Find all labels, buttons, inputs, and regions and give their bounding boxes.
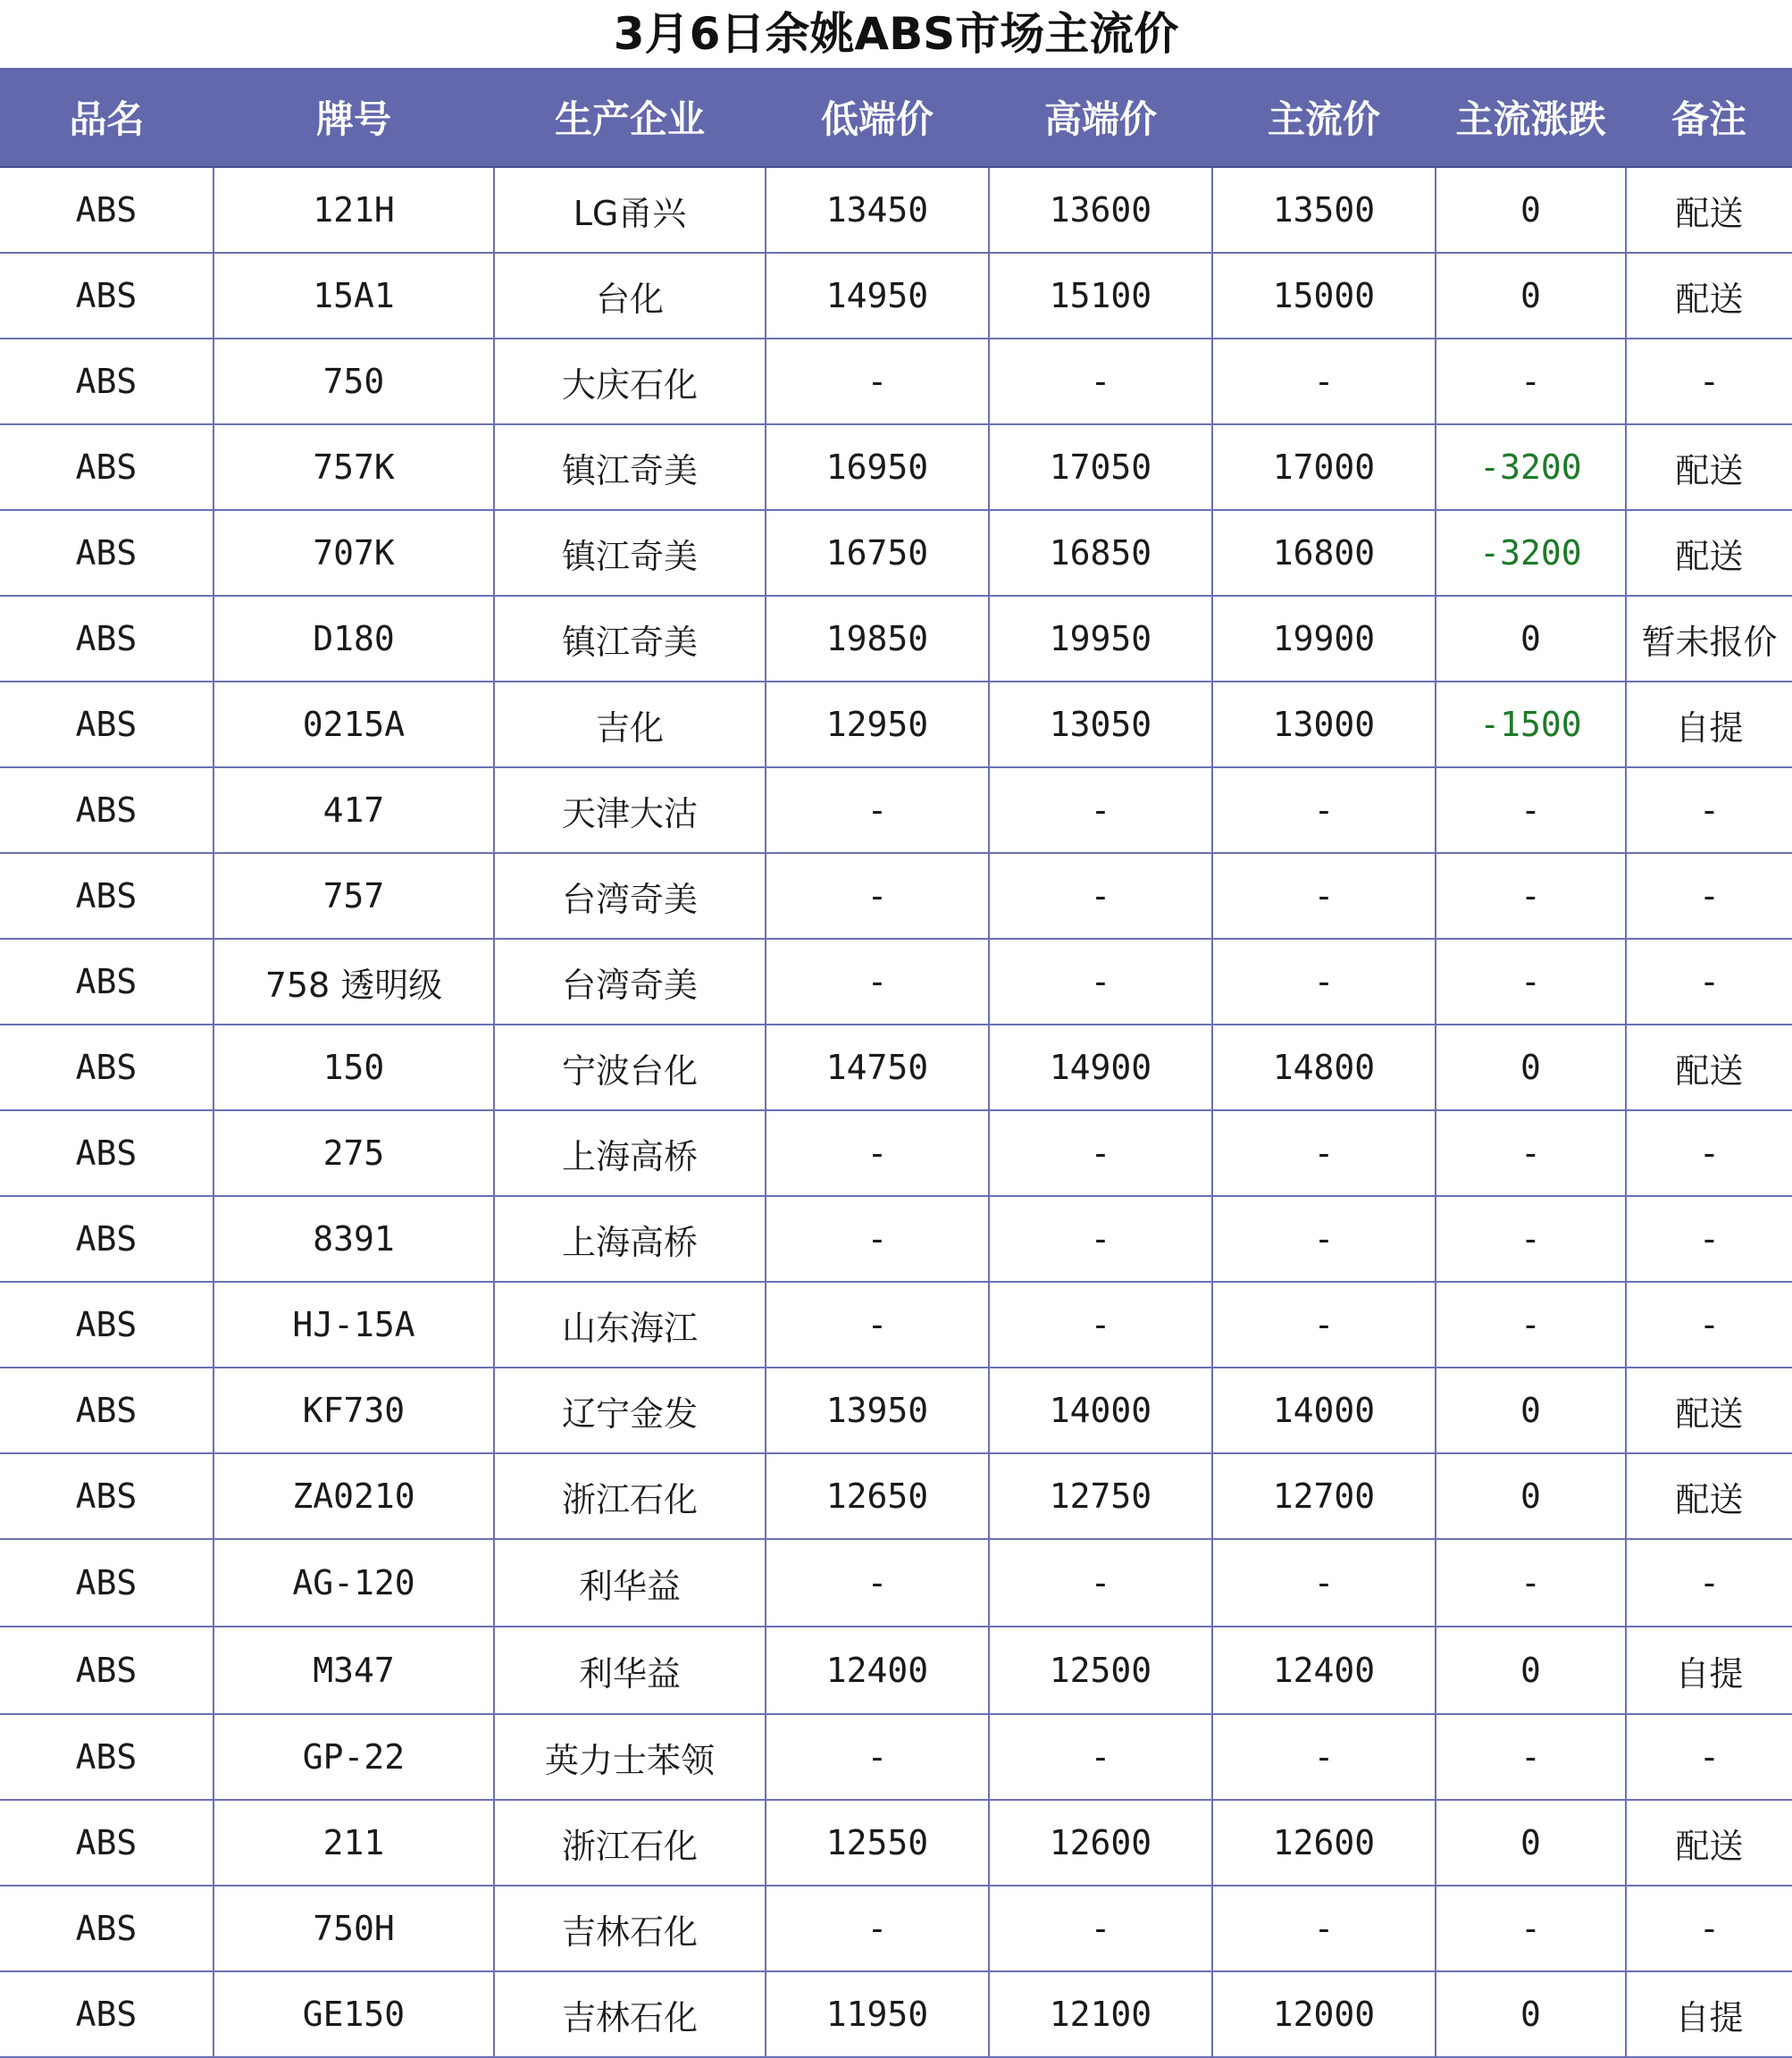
cell-mainstream-change: 0 xyxy=(1436,1800,1626,1886)
cell-remark: - xyxy=(1626,853,1792,939)
cell-high-price: 12750 xyxy=(989,1453,1212,1539)
cell-product-name: ABS xyxy=(0,682,214,767)
cell-grade: 750 xyxy=(214,339,494,424)
cell-product-name: ABS xyxy=(0,1886,214,1971)
cell-low-price: - xyxy=(766,1714,989,1800)
cell-grade: 757 xyxy=(214,853,494,939)
table-header-row xyxy=(0,68,1792,167)
cell-remark: 自提 xyxy=(1626,1971,1792,2057)
cell-mainstream-price: 12400 xyxy=(1212,1627,1436,1714)
cell-manufacturer: 宁波台化 xyxy=(494,1025,766,1110)
cell-low-price: - xyxy=(766,767,989,853)
table-row xyxy=(0,1368,1792,1453)
cell-product-name: ABS xyxy=(0,939,214,1025)
cell-low-price: 11950 xyxy=(766,1971,989,2057)
cell-low-price: - xyxy=(766,1539,989,1627)
cell-grade: GP-22 xyxy=(214,1714,494,1800)
cell-manufacturer: 浙江石化 xyxy=(494,1800,766,1886)
cell-mainstream-price: - xyxy=(1212,767,1436,853)
table-body xyxy=(0,167,1792,2057)
cell-low-price: 14950 xyxy=(766,253,989,339)
header-mainstream-price: 主流价 xyxy=(1212,68,1436,167)
cell-mainstream-change: 0 xyxy=(1436,1627,1626,1714)
cell-mainstream-change: 0 xyxy=(1436,167,1626,253)
cell-grade: 211 xyxy=(214,1800,494,1886)
page-title: 3月6日余姚ABS市场主流价 xyxy=(613,8,1179,60)
cell-manufacturer: 辽宁金发 xyxy=(494,1368,766,1453)
cell-low-price: - xyxy=(766,853,989,939)
price-table xyxy=(0,68,1792,2058)
cell-manufacturer: 英力士苯领 xyxy=(494,1714,766,1800)
cell-manufacturer: 浙江石化 xyxy=(494,1453,766,1539)
cell-high-price: 16850 xyxy=(989,510,1212,596)
table-row xyxy=(0,853,1792,939)
table-row xyxy=(0,1539,1792,1627)
header-mainstream-change: 主流涨跌 xyxy=(1436,68,1626,167)
cell-high-price: 17050 xyxy=(989,424,1212,510)
cell-grade: 758 透明级 xyxy=(214,939,494,1025)
cell-mainstream-price: 19900 xyxy=(1212,596,1436,682)
cell-high-price: 13050 xyxy=(989,682,1212,767)
table-row xyxy=(0,1282,1792,1368)
cell-mainstream-price: - xyxy=(1212,339,1436,424)
cell-grade: 8391 xyxy=(214,1196,494,1282)
cell-high-price: 12100 xyxy=(989,1971,1212,2057)
cell-grade: 15A1 xyxy=(214,253,494,339)
cell-mainstream-change: - xyxy=(1436,853,1626,939)
cell-mainstream-price: 17000 xyxy=(1212,424,1436,510)
cell-manufacturer: 山东海江 xyxy=(494,1282,766,1368)
cell-product-name: ABS xyxy=(0,1196,214,1282)
cell-remark: 配送 xyxy=(1626,424,1792,510)
cell-mainstream-change: - xyxy=(1436,767,1626,853)
cell-grade: 707K xyxy=(214,510,494,596)
cell-low-price: - xyxy=(766,1282,989,1368)
header-manufacturer: 生产企业 xyxy=(494,68,766,167)
cell-remark: 配送 xyxy=(1626,1453,1792,1539)
cell-product-name: ABS xyxy=(0,167,214,253)
cell-low-price: - xyxy=(766,1196,989,1282)
cell-mainstream-price: - xyxy=(1212,1714,1436,1800)
cell-manufacturer: 镇江奇美 xyxy=(494,424,766,510)
cell-mainstream-change: - xyxy=(1436,1110,1626,1196)
cell-remark: - xyxy=(1626,1110,1792,1196)
cell-manufacturer: 台化 xyxy=(494,253,766,339)
cell-high-price: 14900 xyxy=(989,1025,1212,1110)
cell-mainstream-change: 0 xyxy=(1436,1453,1626,1539)
table-row xyxy=(0,1196,1792,1282)
cell-grade: 121H xyxy=(214,167,494,253)
cell-manufacturer: 利华益 xyxy=(494,1627,766,1714)
cell-manufacturer: 大庆石化 xyxy=(494,339,766,424)
table-row xyxy=(0,1714,1792,1800)
cell-product-name: ABS xyxy=(0,1025,214,1110)
cell-product-name: ABS xyxy=(0,853,214,939)
cell-high-price: - xyxy=(989,1886,1212,1971)
cell-remark: - xyxy=(1626,1196,1792,1282)
cell-mainstream-price: 14800 xyxy=(1212,1025,1436,1110)
cell-high-price: 12600 xyxy=(989,1800,1212,1886)
table-row xyxy=(0,1971,1792,2057)
table-row xyxy=(0,1110,1792,1196)
cell-grade: KF730 xyxy=(214,1368,494,1453)
cell-remark: - xyxy=(1626,1714,1792,1800)
cell-low-price: 12400 xyxy=(766,1627,989,1714)
cell-high-price: - xyxy=(989,339,1212,424)
cell-product-name: ABS xyxy=(0,1971,214,2057)
cell-high-price: 12500 xyxy=(989,1627,1212,1714)
cell-manufacturer: LG甬兴 xyxy=(494,167,766,253)
cell-mainstream-change: - xyxy=(1436,1539,1626,1627)
cell-mainstream-price: 12600 xyxy=(1212,1800,1436,1886)
cell-manufacturer: 台湾奇美 xyxy=(494,853,766,939)
cell-low-price: 12950 xyxy=(766,682,989,767)
table-row xyxy=(0,1627,1792,1714)
cell-product-name: ABS xyxy=(0,253,214,339)
cell-grade: 750H xyxy=(214,1886,494,1971)
cell-mainstream-change: 0 xyxy=(1436,1971,1626,2057)
cell-product-name: ABS xyxy=(0,1627,214,1714)
cell-grade: M347 xyxy=(214,1627,494,1714)
table-row xyxy=(0,510,1792,596)
cell-mainstream-change: - xyxy=(1436,339,1626,424)
table-row xyxy=(0,253,1792,339)
cell-mainstream-change: - xyxy=(1436,939,1626,1025)
cell-mainstream-price: 14000 xyxy=(1212,1368,1436,1453)
cell-mainstream-change: 0 xyxy=(1436,1025,1626,1110)
cell-manufacturer: 利华益 xyxy=(494,1539,766,1627)
cell-mainstream-change: -3200 xyxy=(1436,424,1626,510)
cell-grade: ZA0210 xyxy=(214,1453,494,1539)
header-high-price: 高端价 xyxy=(989,68,1212,167)
cell-grade: 417 xyxy=(214,767,494,853)
cell-mainstream-price: 13500 xyxy=(1212,167,1436,253)
cell-high-price: - xyxy=(989,1539,1212,1627)
cell-low-price: - xyxy=(766,339,989,424)
table-row xyxy=(0,1453,1792,1539)
cell-grade: GE150 xyxy=(214,1971,494,2057)
cell-remark: - xyxy=(1626,767,1792,853)
cell-manufacturer: 上海高桥 xyxy=(494,1110,766,1196)
cell-grade: D180 xyxy=(214,596,494,682)
cell-grade: HJ-15A xyxy=(214,1282,494,1368)
cell-manufacturer: 吉林石化 xyxy=(494,1886,766,1971)
cell-high-price: - xyxy=(989,1714,1212,1800)
header-low-price: 低端价 xyxy=(766,68,989,167)
cell-mainstream-price: - xyxy=(1212,1196,1436,1282)
cell-product-name: ABS xyxy=(0,1282,214,1368)
cell-remark: 配送 xyxy=(1626,510,1792,596)
cell-mainstream-price: 12000 xyxy=(1212,1971,1436,2057)
cell-product-name: ABS xyxy=(0,510,214,596)
cell-high-price: 14000 xyxy=(989,1368,1212,1453)
cell-low-price: - xyxy=(766,939,989,1025)
cell-low-price: 13950 xyxy=(766,1368,989,1453)
cell-high-price: - xyxy=(989,939,1212,1025)
cell-mainstream-change: - xyxy=(1436,1282,1626,1368)
cell-remark: 自提 xyxy=(1626,682,1792,767)
cell-remark: - xyxy=(1626,339,1792,424)
cell-mainstream-price: - xyxy=(1212,853,1436,939)
cell-manufacturer: 镇江奇美 xyxy=(494,596,766,682)
cell-low-price: 12650 xyxy=(766,1453,989,1539)
cell-manufacturer: 天津大沽 xyxy=(494,767,766,853)
table-row xyxy=(0,339,1792,424)
table-row xyxy=(0,596,1792,682)
cell-manufacturer: 吉化 xyxy=(494,682,766,767)
cell-remark: - xyxy=(1626,939,1792,1025)
cell-manufacturer: 吉林石化 xyxy=(494,1971,766,2057)
cell-product-name: ABS xyxy=(0,1110,214,1196)
cell-remark: 自提 xyxy=(1626,1627,1792,1714)
cell-manufacturer: 上海高桥 xyxy=(494,1196,766,1282)
cell-product-name: ABS xyxy=(0,339,214,424)
cell-mainstream-change: -3200 xyxy=(1436,510,1626,596)
cell-grade: 0215A xyxy=(214,682,494,767)
cell-high-price: 19950 xyxy=(989,596,1212,682)
cell-mainstream-price: - xyxy=(1212,1282,1436,1368)
cell-remark: - xyxy=(1626,1539,1792,1627)
cell-mainstream-change: 0 xyxy=(1436,1368,1626,1453)
header-grade: 牌号 xyxy=(214,68,494,167)
cell-mainstream-change: - xyxy=(1436,1886,1626,1971)
table-row xyxy=(0,939,1792,1025)
table-row xyxy=(0,424,1792,510)
cell-mainstream-price: 13000 xyxy=(1212,682,1436,767)
cell-mainstream-price: - xyxy=(1212,1886,1436,1971)
header-remark: 备注 xyxy=(1626,68,1792,167)
cell-low-price: - xyxy=(766,1110,989,1196)
cell-high-price: - xyxy=(989,853,1212,939)
cell-low-price: 14750 xyxy=(766,1025,989,1110)
cell-remark: - xyxy=(1626,1886,1792,1971)
cell-high-price: 13600 xyxy=(989,167,1212,253)
cell-remark: 配送 xyxy=(1626,1025,1792,1110)
cell-mainstream-change: -1500 xyxy=(1436,682,1626,767)
header-product-name: 品名 xyxy=(0,68,214,167)
cell-product-name: ABS xyxy=(0,424,214,510)
cell-high-price: - xyxy=(989,1196,1212,1282)
cell-mainstream-change: - xyxy=(1436,1196,1626,1282)
cell-mainstream-price: 15000 xyxy=(1212,253,1436,339)
cell-mainstream-change: 0 xyxy=(1436,596,1626,682)
cell-remark: - xyxy=(1626,1282,1792,1368)
cell-product-name: ABS xyxy=(0,1800,214,1886)
cell-low-price: 13450 xyxy=(766,167,989,253)
cell-grade: 150 xyxy=(214,1025,494,1110)
cell-manufacturer: 镇江奇美 xyxy=(494,510,766,596)
table-row xyxy=(0,682,1792,767)
table-row xyxy=(0,767,1792,853)
cell-low-price: 12550 xyxy=(766,1800,989,1886)
cell-grade: 275 xyxy=(214,1110,494,1196)
table-row xyxy=(0,1025,1792,1110)
cell-product-name: ABS xyxy=(0,1368,214,1453)
cell-mainstream-change: 0 xyxy=(1436,253,1626,339)
cell-high-price: - xyxy=(989,767,1212,853)
cell-manufacturer: 台湾奇美 xyxy=(494,939,766,1025)
cell-high-price: - xyxy=(989,1110,1212,1196)
cell-product-name: ABS xyxy=(0,1453,214,1539)
cell-remark: 暂未报价 xyxy=(1626,596,1792,682)
cell-product-name: ABS xyxy=(0,1714,214,1800)
cell-grade: 757K xyxy=(214,424,494,510)
table-row xyxy=(0,1886,1792,1971)
cell-remark: 配送 xyxy=(1626,253,1792,339)
cell-low-price: 16950 xyxy=(766,424,989,510)
cell-remark: 配送 xyxy=(1626,1800,1792,1886)
cell-remark: 配送 xyxy=(1626,1368,1792,1453)
cell-mainstream-price: - xyxy=(1212,1110,1436,1196)
cell-high-price: 15100 xyxy=(989,253,1212,339)
cell-high-price: - xyxy=(989,1282,1212,1368)
cell-product-name: ABS xyxy=(0,767,214,853)
cell-mainstream-price: 16800 xyxy=(1212,510,1436,596)
cell-product-name: ABS xyxy=(0,596,214,682)
cell-mainstream-price: - xyxy=(1212,1539,1436,1627)
cell-mainstream-price: - xyxy=(1212,939,1436,1025)
cell-low-price: 16750 xyxy=(766,510,989,596)
cell-mainstream-change: - xyxy=(1436,1714,1626,1800)
cell-low-price: - xyxy=(766,1886,989,1971)
cell-low-price: 19850 xyxy=(766,596,989,682)
cell-remark: 配送 xyxy=(1626,167,1792,253)
cell-grade: AG-120 xyxy=(214,1539,494,1627)
table-row xyxy=(0,1800,1792,1886)
table-row xyxy=(0,167,1792,253)
cell-product-name: ABS xyxy=(0,1539,214,1627)
cell-mainstream-price: 12700 xyxy=(1212,1453,1436,1539)
